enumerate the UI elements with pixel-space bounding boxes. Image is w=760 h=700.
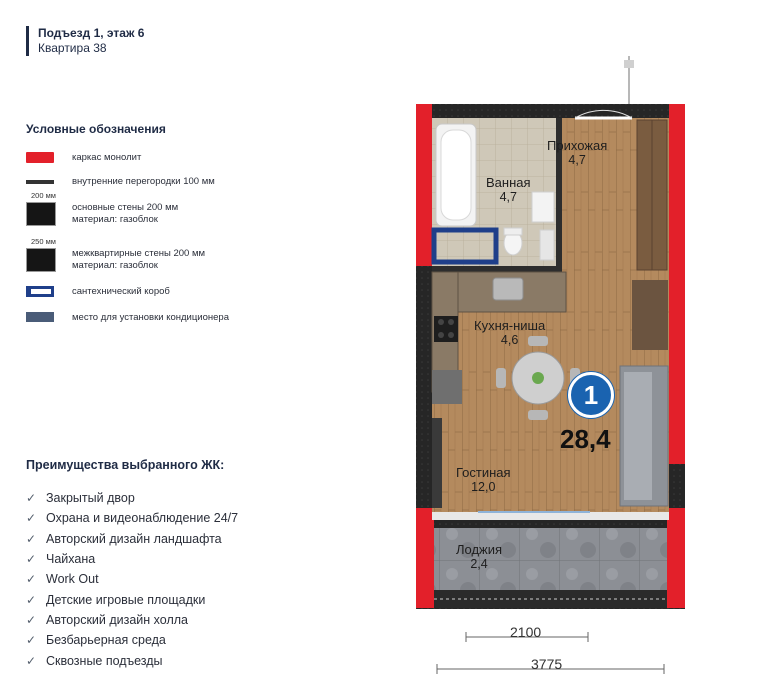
frame-column-right — [669, 104, 685, 464]
legend-title: Условные обозначения — [26, 122, 166, 136]
legend-item-ac-place: место для установки кондиционера — [26, 312, 229, 324]
room-hallway: Прихожая 4,7 — [547, 138, 608, 167]
room-living: Гостиная 12,0 — [456, 465, 511, 494]
legend-item-frame: каркас монолит — [26, 152, 141, 164]
check-icon: ✓ — [26, 491, 37, 506]
main-wall-swatch-icon: 200 мм — [26, 202, 56, 226]
legend-item-main-wall: 200 мм основные стены 200 мм материал: газоблок — [26, 202, 178, 226]
list-item: ✓ Work Out — [26, 572, 99, 587]
check-icon: ✓ — [26, 572, 37, 587]
outer-width-label: 3775 — [531, 656, 563, 672]
tv-unit — [432, 418, 442, 508]
total-area: 28,4 — [560, 424, 611, 454]
inner-width-label: 2100 — [510, 624, 542, 640]
check-icon: ✓ — [26, 612, 37, 627]
kitchen-sink-icon — [493, 278, 523, 300]
list-item: ✓ Закрытый двор — [26, 491, 135, 506]
list-item: ✓ Чайхана — [26, 552, 96, 567]
list-item: ✓ Авторский дизайн ландшафта — [26, 531, 222, 546]
legend-item-partition: внутренние перегородки 100 мм — [26, 176, 215, 188]
check-icon: ✓ — [26, 633, 37, 648]
list-item: ✓ Авторский дизайн холла — [26, 612, 188, 627]
check-icon: ✓ — [26, 653, 37, 668]
entrance-floor: Подъезд 1, этаж 6 — [38, 26, 145, 40]
room-bathroom: Ванная 4,7 — [486, 175, 531, 204]
bathroom-sink-icon — [532, 192, 554, 222]
legend-item-party-wall: 250 мм межквартирные стены 200 мм материал: газоблок — [26, 248, 205, 272]
party-wall-swatch-icon: 250 мм — [26, 248, 56, 272]
rooms-count-badge: 1 — [568, 372, 614, 418]
advantages-title: Преимущества выбранного ЖК: — [26, 458, 225, 472]
cooktop-icon — [434, 316, 458, 342]
list-item: ✓ Охрана и видеонаблюдение 24/7 — [26, 511, 239, 526]
list-item: ✓ Сквозные подъезды — [26, 653, 163, 668]
room-kitchen-niche: Кухня-ниша 4,6 — [474, 318, 546, 347]
legend-item-plumbing-box: сантехнический короб — [26, 286, 170, 298]
check-icon: ✓ — [26, 531, 37, 546]
check-icon: ✓ — [26, 592, 37, 607]
list-item: ✓ Безбарьерная среда — [26, 633, 166, 648]
check-icon: ✓ — [26, 552, 37, 567]
room-loggia: Лоджия 2,4 — [456, 542, 503, 571]
check-icon: ✓ — [26, 511, 37, 526]
list-item: ✓ Детские игровые площадки — [26, 592, 206, 607]
apartment-number: Квартира 38 — [38, 41, 107, 55]
frame-column-left — [416, 104, 432, 266]
